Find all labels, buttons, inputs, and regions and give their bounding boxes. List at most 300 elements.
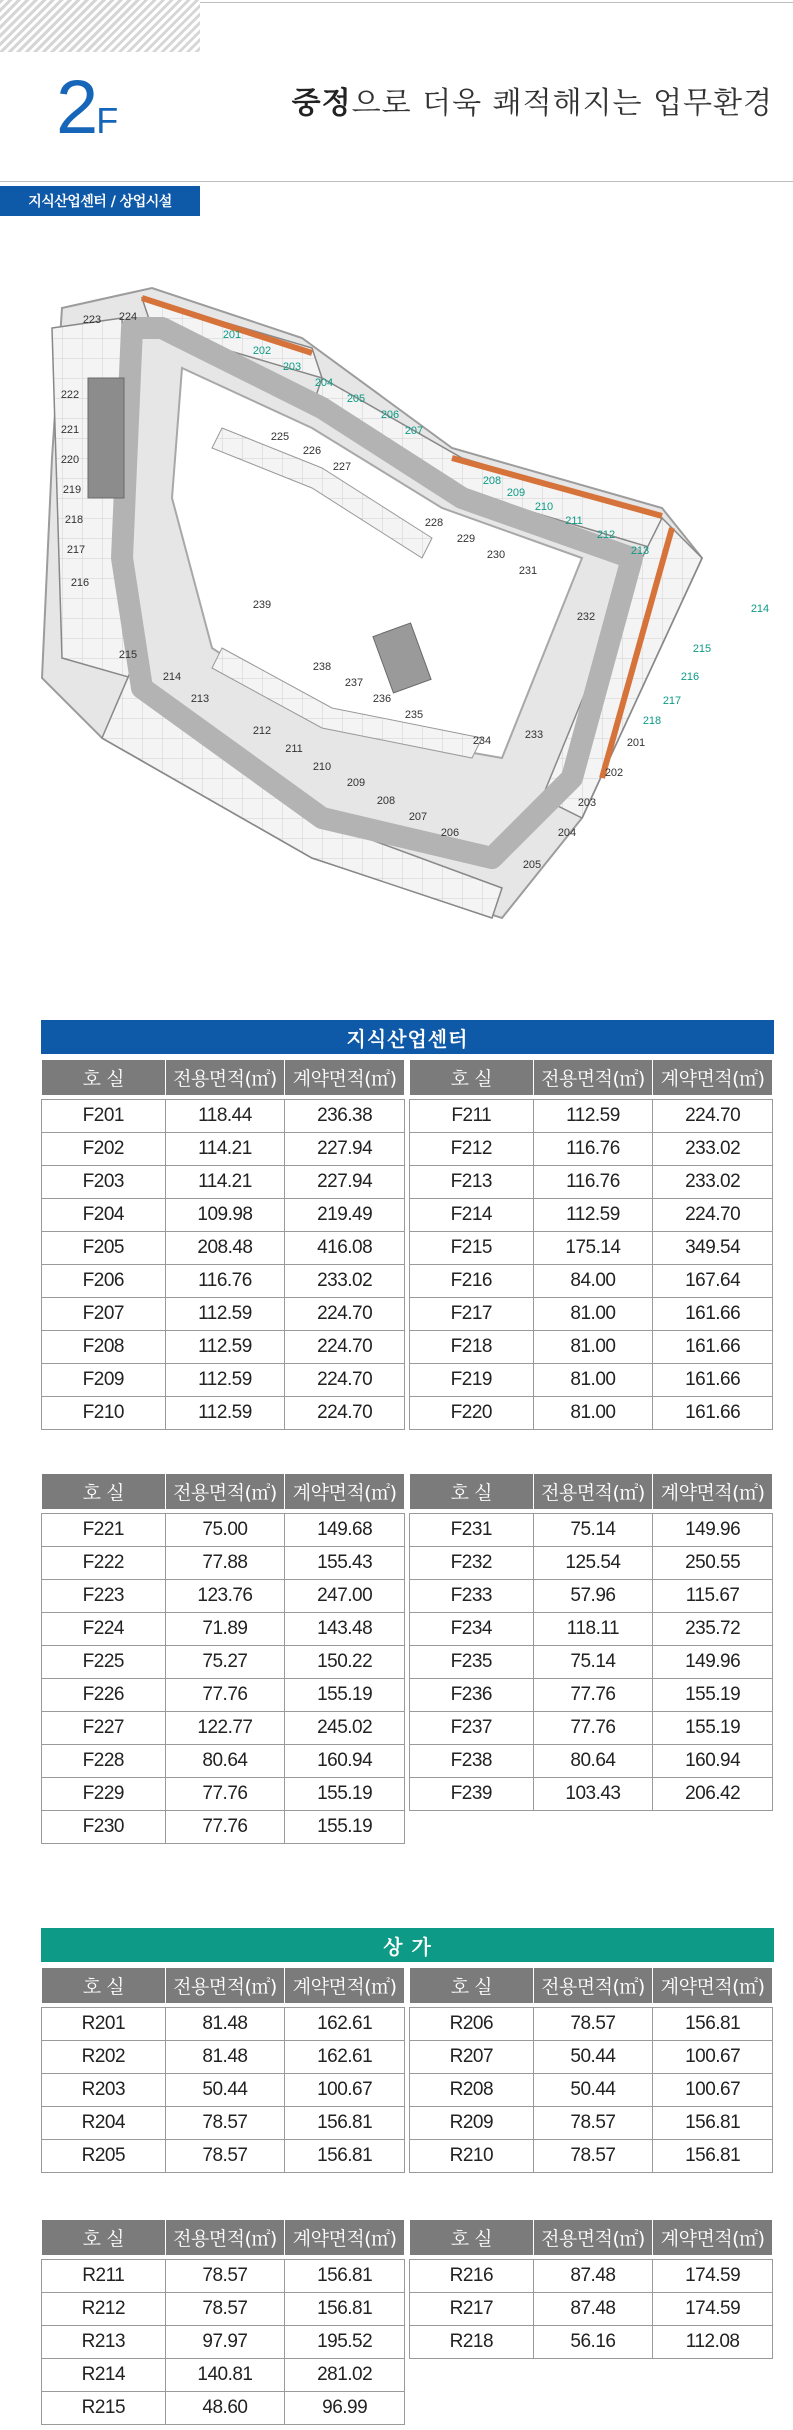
floor-unit: F	[96, 100, 119, 141]
plan-label-209: 209	[346, 777, 366, 789]
plan-retail-label-218: 218	[642, 715, 662, 727]
plan-label-216: 216	[70, 577, 90, 589]
cell-exclusive-area: 75.27	[165, 1645, 285, 1678]
table-row	[42, 1711, 405, 1744]
page-headline	[292, 78, 773, 122]
plan-retail-label-212: 212	[596, 529, 616, 541]
cell-exclusive-area: 75.14	[533, 1645, 653, 1678]
table-row	[42, 1099, 405, 1132]
cell-room: F224	[42, 1612, 166, 1645]
cell-contract-area: 224.70	[285, 1330, 405, 1363]
cell-contract-area: 206.42	[653, 1777, 773, 1810]
cell-exclusive-area: 97.97	[165, 2325, 285, 2358]
cell-contract-area: 236.38	[285, 1099, 405, 1132]
table-row	[42, 1363, 405, 1396]
header-contract-area: 계약면적(㎡)	[653, 1474, 773, 1509]
plan-retail-label-213: 213	[630, 545, 650, 557]
cell-exclusive-area: 81.00	[533, 1297, 653, 1330]
cell-exclusive-area: 77.76	[533, 1678, 653, 1711]
plan-label-215: 215	[118, 649, 138, 661]
table-body	[410, 1095, 773, 1429]
header-room: 호 실	[410, 1060, 534, 1095]
plan-label-206: 206	[440, 827, 460, 839]
table-row	[410, 1099, 773, 1132]
cell-exclusive-area: 125.54	[533, 1546, 653, 1579]
cell-contract-area: 281.02	[285, 2358, 405, 2391]
table-row	[410, 1264, 773, 1297]
cell-contract-area: 233.02	[285, 1264, 405, 1297]
cell-room: F233	[410, 1579, 534, 1612]
plan-label-232: 232	[576, 611, 596, 623]
cell-contract-area: 174.59	[653, 2292, 773, 2325]
cell-exclusive-area: 78.57	[533, 2106, 653, 2139]
cell-exclusive-area: 116.76	[165, 1264, 285, 1297]
cell-exclusive-area: 116.76	[533, 1165, 653, 1198]
plan-retail-label-215: 215	[692, 643, 712, 655]
cell-room: F232	[410, 1546, 534, 1579]
plan-label-212: 212	[252, 725, 272, 737]
cell-room: F214	[410, 1198, 534, 1231]
cell-contract-area: 233.02	[653, 1132, 773, 1165]
table-row	[410, 2139, 773, 2172]
cell-room: R217	[410, 2292, 534, 2325]
cell-exclusive-area: 140.81	[165, 2358, 285, 2391]
plan-retail-label-205: 205	[346, 393, 366, 405]
cell-contract-area: 161.66	[653, 1363, 773, 1396]
table-row	[42, 1810, 405, 1843]
section-tag: 지식산업센터 / 상업시설	[0, 186, 200, 216]
cell-exclusive-area: 175.14	[533, 1231, 653, 1264]
cell-exclusive-area: 118.44	[165, 1099, 285, 1132]
cell-room: F210	[42, 1396, 166, 1429]
plan-label-233: 233	[524, 729, 544, 741]
knowledge-center-table-2-left	[41, 1474, 405, 1844]
cell-room: F201	[42, 1099, 166, 1132]
top-divider	[200, 2, 793, 3]
table-row	[42, 2073, 405, 2106]
cell-contract-area: 100.67	[653, 2040, 773, 2073]
plan-label-220: 220	[60, 454, 80, 466]
cell-contract-area: 349.54	[653, 1231, 773, 1264]
table-row	[42, 1612, 405, 1645]
cell-contract-area: 156.81	[285, 2292, 405, 2325]
table-row	[42, 2106, 405, 2139]
cell-room: F234	[410, 1612, 534, 1645]
cell-room: F238	[410, 1744, 534, 1777]
plan-retail-label-211: 211	[565, 515, 583, 527]
header-exclusive-area: 전용면적(㎡)	[533, 1474, 653, 1509]
cell-room: F237	[410, 1711, 534, 1744]
cell-contract-area: 156.81	[653, 2106, 773, 2139]
cell-contract-area: 156.81	[285, 2106, 405, 2139]
plan-label-229: 229	[456, 533, 476, 545]
cell-contract-area: 227.94	[285, 1132, 405, 1165]
cell-room: R206	[410, 2007, 534, 2040]
cell-exclusive-area: 77.76	[165, 1777, 285, 1810]
table-row	[410, 2292, 773, 2325]
plan-retail-label-209: 209	[506, 487, 526, 499]
header-room: 호 실	[42, 1968, 166, 2003]
cell-room: F206	[42, 1264, 166, 1297]
cell-contract-area: 224.70	[653, 1099, 773, 1132]
plan-label-208: 208	[376, 795, 396, 807]
cell-contract-area: 155.43	[285, 1546, 405, 1579]
cell-contract-area: 115.67	[653, 1579, 773, 1612]
table-body	[42, 1509, 405, 1843]
cell-room: F235	[410, 1645, 534, 1678]
plan-retail-label-201: 201	[222, 329, 242, 341]
cell-exclusive-area: 48.60	[165, 2391, 285, 2424]
header-room: 호 실	[42, 2220, 166, 2255]
table-row	[410, 1513, 773, 1546]
cell-room: F231	[410, 1513, 534, 1546]
cell-room: R207	[410, 2040, 534, 2073]
plan-label-236: 236	[372, 693, 392, 705]
cell-room: F203	[42, 1165, 166, 1198]
cell-contract-area: 161.66	[653, 1330, 773, 1363]
plan-label-207: 207	[408, 811, 428, 823]
retail-table-2-right	[409, 2220, 773, 2359]
cell-contract-area: 149.96	[653, 1645, 773, 1678]
table-row	[42, 2325, 405, 2358]
floor-label	[56, 65, 119, 150]
table-row	[410, 2007, 773, 2040]
plan-label-239: 239	[252, 599, 272, 611]
header-exclusive-area: 전용면적(㎡)	[165, 1474, 285, 1509]
cell-exclusive-area: 112.59	[165, 1363, 285, 1396]
cell-room: F229	[42, 1777, 166, 1810]
cell-room: F219	[410, 1363, 534, 1396]
table-row	[42, 1744, 405, 1777]
header-contract-area: 계약면적(㎡)	[285, 1060, 405, 1095]
cell-room: F226	[42, 1678, 166, 1711]
headline-text: 으로 더욱 쾌적해지는 업무환경	[351, 86, 773, 121]
table-body	[410, 1509, 773, 1810]
cell-exclusive-area: 87.48	[533, 2292, 653, 2325]
table-header-row	[410, 1474, 773, 1509]
floor-number: 2	[56, 65, 97, 150]
table-row	[42, 2292, 405, 2325]
knowledge-center-table-2-right	[409, 1474, 773, 1811]
cell-contract-area: 416.08	[285, 1231, 405, 1264]
cell-exclusive-area: 109.98	[165, 1198, 285, 1231]
table-row	[42, 2358, 405, 2391]
plan-retail-label-206: 206	[380, 409, 400, 421]
plan-label-203: 203	[577, 797, 597, 809]
headline-emphasis: 중정	[291, 86, 352, 121]
retail-block-2	[41, 2220, 774, 2425]
table-row	[410, 2325, 773, 2358]
cell-contract-area: 155.19	[653, 1711, 773, 1744]
cell-exclusive-area: 80.64	[165, 1744, 285, 1777]
cell-room: F212	[410, 1132, 534, 1165]
cell-exclusive-area: 77.76	[165, 1678, 285, 1711]
table-row	[42, 1330, 405, 1363]
cell-room: R218	[410, 2325, 534, 2358]
cell-contract-area: 156.81	[653, 2007, 773, 2040]
cell-contract-area: 233.02	[653, 1165, 773, 1198]
cell-contract-area: 245.02	[285, 1711, 405, 1744]
cell-exclusive-area: 112.59	[165, 1396, 285, 1429]
header-room: 호 실	[410, 2220, 534, 2255]
table-row	[410, 1363, 773, 1396]
cell-room: R205	[42, 2139, 166, 2172]
plan-label-237: 237	[344, 677, 364, 689]
cell-room: F228	[42, 1744, 166, 1777]
plan-label-217: 217	[66, 544, 86, 556]
table-row	[42, 2040, 405, 2073]
cell-room: F207	[42, 1297, 166, 1330]
table-row	[42, 1132, 405, 1165]
cell-exclusive-area: 114.21	[165, 1165, 285, 1198]
stair-core	[88, 378, 124, 498]
cell-room: F204	[42, 1198, 166, 1231]
plan-label-219: 219	[62, 484, 82, 496]
table-body	[410, 2255, 773, 2358]
cell-contract-area: 96.99	[285, 2391, 405, 2424]
header-room: 호 실	[42, 1060, 166, 1095]
plan-label-223: 223	[82, 314, 102, 326]
cell-exclusive-area: 112.59	[533, 1198, 653, 1231]
cell-exclusive-area: 57.96	[533, 1579, 653, 1612]
cell-exclusive-area: 50.44	[533, 2040, 653, 2073]
plan-label-231: 231	[518, 565, 538, 577]
plan-label-221: 221	[60, 424, 80, 436]
table-row	[410, 1678, 773, 1711]
knowledge-center-title: 지식산업센터	[41, 1020, 774, 1054]
cell-contract-area: 161.66	[653, 1297, 773, 1330]
cell-room: F211	[410, 1099, 534, 1132]
cell-contract-area: 224.70	[285, 1297, 405, 1330]
header-contract-area: 계약면적(㎡)	[285, 2220, 405, 2255]
plan-label-205: 205	[522, 859, 542, 871]
cell-contract-area: 162.61	[285, 2007, 405, 2040]
header-contract-area: 계약면적(㎡)	[653, 1060, 773, 1095]
cell-exclusive-area: 122.77	[165, 1711, 285, 1744]
retail-table-1-left	[41, 1968, 405, 2173]
plan-label-222: 222	[60, 389, 80, 401]
table-body	[42, 1095, 405, 1429]
cell-room: R212	[42, 2292, 166, 2325]
cell-room: F223	[42, 1579, 166, 1612]
plan-label-230: 230	[486, 549, 506, 561]
plan-retail-label-210: 210	[534, 501, 554, 513]
cell-room: F227	[42, 1711, 166, 1744]
header-exclusive-area: 전용면적(㎡)	[533, 1968, 653, 2003]
cell-contract-area: 156.81	[285, 2259, 405, 2292]
table-row	[410, 1330, 773, 1363]
plan-label-211: 211	[285, 743, 303, 755]
table-row	[410, 1711, 773, 1744]
table-row	[42, 1165, 405, 1198]
knowledge-center-table-1-right	[409, 1060, 773, 1430]
cell-room: F222	[42, 1546, 166, 1579]
header-contract-area: 계약면적(㎡)	[653, 2220, 773, 2255]
cell-room: F218	[410, 1330, 534, 1363]
table-row	[42, 1645, 405, 1678]
cell-exclusive-area: 78.57	[533, 2139, 653, 2172]
header-room: 호 실	[42, 1474, 166, 1509]
table-row	[42, 1579, 405, 1612]
cell-contract-area: 143.48	[285, 1612, 405, 1645]
cell-contract-area: 167.64	[653, 1264, 773, 1297]
plan-retail-label-217: 217	[662, 695, 682, 707]
cell-room: R213	[42, 2325, 166, 2358]
cell-room: F208	[42, 1330, 166, 1363]
plan-retail-label-203: 203	[282, 361, 302, 373]
cell-contract-area: 195.52	[285, 2325, 405, 2358]
cell-contract-area: 156.81	[653, 2139, 773, 2172]
header-contract-area: 계약면적(㎡)	[285, 1968, 405, 2003]
table-row	[42, 1678, 405, 1711]
cell-room: R203	[42, 2073, 166, 2106]
plan-label-226: 226	[302, 445, 322, 457]
cell-contract-area: 155.19	[285, 1678, 405, 1711]
cell-room: F239	[410, 1777, 534, 1810]
cell-exclusive-area: 208.48	[165, 1231, 285, 1264]
table-header-row	[42, 1968, 405, 2003]
table-row	[42, 1396, 405, 1429]
cell-contract-area: 174.59	[653, 2259, 773, 2292]
table-row	[410, 1396, 773, 1429]
cell-exclusive-area: 87.48	[533, 2259, 653, 2292]
plan-label-228: 228	[424, 517, 444, 529]
plan-label-210: 210	[312, 761, 332, 773]
cell-room: R214	[42, 2358, 166, 2391]
cell-exclusive-area: 71.89	[165, 1612, 285, 1645]
cell-exclusive-area: 116.76	[533, 1132, 653, 1165]
cell-room: F215	[410, 1231, 534, 1264]
cell-contract-area: 155.19	[653, 1678, 773, 1711]
table-row	[410, 1165, 773, 1198]
cell-exclusive-area: 81.48	[165, 2007, 285, 2040]
cell-exclusive-area: 112.59	[533, 1099, 653, 1132]
table-row	[410, 2040, 773, 2073]
table-header-row	[410, 2220, 773, 2255]
cell-room: R210	[410, 2139, 534, 2172]
header-room: 호 실	[410, 1968, 534, 2003]
section-divider	[0, 181, 793, 182]
cell-contract-area: 250.55	[653, 1546, 773, 1579]
cell-exclusive-area: 114.21	[165, 1132, 285, 1165]
cell-room: F230	[42, 1810, 166, 1843]
cell-exclusive-area: 112.59	[165, 1297, 285, 1330]
table-row	[410, 2073, 773, 2106]
cell-exclusive-area: 56.16	[533, 2325, 653, 2358]
cell-contract-area: 156.81	[285, 2139, 405, 2172]
cell-exclusive-area: 77.88	[165, 1546, 285, 1579]
floor-plan-illustration	[22, 258, 774, 938]
cell-room: R202	[42, 2040, 166, 2073]
cell-exclusive-area: 77.76	[165, 1810, 285, 1843]
cell-contract-area: 155.19	[285, 1777, 405, 1810]
table-body	[42, 2255, 405, 2424]
cell-room: F213	[410, 1165, 534, 1198]
cell-room: R208	[410, 2073, 534, 2106]
header-hatch-pattern	[0, 0, 200, 52]
cell-room: R211	[42, 2259, 166, 2292]
table-header-row	[410, 1060, 773, 1095]
table-row	[410, 1546, 773, 1579]
plan-label-227: 227	[332, 461, 352, 473]
cell-contract-area: 112.08	[653, 2325, 773, 2358]
table-header-row	[42, 1060, 405, 1095]
table-header-row	[42, 1474, 405, 1509]
table-row	[410, 1612, 773, 1645]
cell-exclusive-area: 81.00	[533, 1396, 653, 1429]
cell-exclusive-area: 78.57	[165, 2259, 285, 2292]
header-room: 호 실	[410, 1474, 534, 1509]
plan-label-204: 204	[557, 827, 577, 839]
header-exclusive-area: 전용면적(㎡)	[165, 2220, 285, 2255]
plan-label-201: 201	[626, 737, 646, 749]
plan-label-234: 234	[472, 735, 492, 747]
table-row	[42, 2007, 405, 2040]
table-body	[42, 2003, 405, 2172]
cell-exclusive-area: 78.57	[165, 2292, 285, 2325]
cell-contract-area: 160.94	[285, 1744, 405, 1777]
table-row	[410, 1645, 773, 1678]
plan-label-214: 214	[162, 671, 182, 683]
cell-exclusive-area: 78.57	[165, 2139, 285, 2172]
table-row	[42, 1513, 405, 1546]
cell-exclusive-area: 84.00	[533, 1264, 653, 1297]
plan-label-224: 224	[118, 311, 138, 323]
table-row	[410, 1744, 773, 1777]
cell-room: F216	[410, 1264, 534, 1297]
header-exclusive-area: 전용면적(㎡)	[165, 1060, 285, 1095]
cell-exclusive-area: 78.57	[165, 2106, 285, 2139]
cell-room: F221	[42, 1513, 166, 1546]
cell-exclusive-area: 75.00	[165, 1513, 285, 1546]
plan-label-213: 213	[190, 693, 210, 705]
cell-exclusive-area: 77.76	[533, 1711, 653, 1744]
knowledge-center-table-1-left	[41, 1060, 405, 1430]
knowledge-center-block-1	[41, 1060, 774, 1430]
cell-contract-area: 100.67	[653, 2073, 773, 2106]
table-header-row	[410, 1968, 773, 2003]
plan-retail-label-208: 208	[482, 475, 502, 487]
table-row	[42, 1297, 405, 1330]
cell-contract-area: 224.70	[653, 1198, 773, 1231]
cell-exclusive-area: 103.43	[533, 1777, 653, 1810]
cell-exclusive-area: 50.44	[165, 2073, 285, 2106]
table-row	[410, 1777, 773, 1810]
cell-contract-area: 150.22	[285, 1645, 405, 1678]
cell-exclusive-area: 81.48	[165, 2040, 285, 2073]
table-row	[42, 1546, 405, 1579]
cell-room: F225	[42, 1645, 166, 1678]
cell-contract-area: 219.49	[285, 1198, 405, 1231]
cell-room: F236	[410, 1678, 534, 1711]
table-row	[410, 1198, 773, 1231]
cell-exclusive-area: 75.14	[533, 1513, 653, 1546]
cell-room: F220	[410, 1396, 534, 1429]
header-contract-area: 계약면적(㎡)	[285, 1474, 405, 1509]
plan-retail-label-202: 202	[252, 345, 272, 357]
retail-title: 상 가	[41, 1928, 774, 1962]
cell-exclusive-area: 78.57	[533, 2007, 653, 2040]
cell-exclusive-area: 123.76	[165, 1579, 285, 1612]
plan-retail-label-216: 216	[680, 671, 700, 683]
table-row	[42, 1264, 405, 1297]
cell-contract-area: 160.94	[653, 1744, 773, 1777]
table-row	[42, 1231, 405, 1264]
retail-block-1	[41, 1968, 774, 2173]
table-row	[42, 2259, 405, 2292]
cell-room: F209	[42, 1363, 166, 1396]
cell-exclusive-area: 80.64	[533, 1744, 653, 1777]
